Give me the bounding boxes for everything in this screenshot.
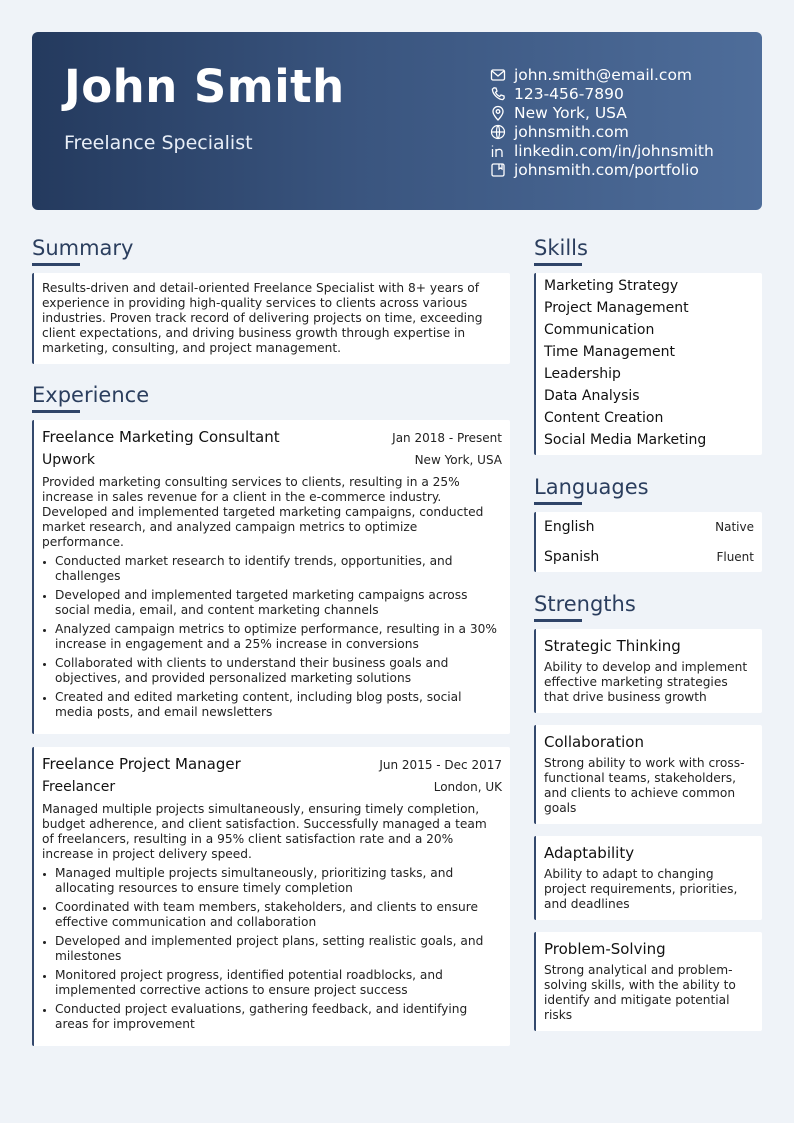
strength-card xyxy=(534,836,762,920)
company-name: Freelancer xyxy=(42,779,116,795)
summary-heading: Summary xyxy=(32,236,134,260)
job-date: Jun 2015 - Dec 2017 xyxy=(379,758,502,772)
languages-heading: Languages xyxy=(534,475,649,499)
strength-description: Ability to adapt to changing project requirements, priorities, and deadlines xyxy=(544,867,738,911)
skill-item: Time Management xyxy=(544,344,675,360)
list-item: • Developed and implemented project plans, setting realistic goals, and milestones xyxy=(55,934,502,964)
skill-item: Social Media Marketing xyxy=(544,432,707,448)
skill-item: Data Analysis xyxy=(544,388,640,404)
portfolio-icon xyxy=(490,162,506,178)
section-divider xyxy=(32,263,80,266)
contact-website[interactable] xyxy=(490,122,714,141)
language-level: Fluent xyxy=(716,550,754,564)
globe-icon xyxy=(490,124,506,140)
strength-card xyxy=(534,629,762,713)
section-divider xyxy=(32,410,80,413)
language-level: Native xyxy=(715,520,754,534)
list-item: • Managed multiple projects simultaneously, prioritizing tasks, and allocating resources to ensure timely completion xyxy=(55,866,502,896)
strength-title: Problem-Solving xyxy=(544,940,666,958)
company-name: Upwork xyxy=(42,452,96,468)
section-divider xyxy=(534,619,582,622)
strength-description: Strong analytical and problem-solving skills, with the ability to identify and mitigate potential risks xyxy=(544,963,736,1022)
language-name: English xyxy=(544,519,595,535)
job-description: Provided marketing consulting services to clients, resulting in a 25% increase in sales revenue for a client in the e-commerce industry. Developed and implemented targeted marketing campaigns, conducted market research, and analyzed campaign metrics to optimize performance. xyxy=(42,475,484,549)
strength-card xyxy=(534,725,762,824)
skill-item: Marketing Strategy xyxy=(544,278,679,294)
sidebar-column xyxy=(534,232,762,1043)
skills-heading: Skills xyxy=(534,236,588,260)
person-name: John Smith xyxy=(64,60,345,113)
job-description: Managed multiple projects simultaneously, ensuring timely completion, budget adherence, and client satisfaction. Successfully managed a team of freelancers, resulting in a 95% client satisfaction rate and a 20% increase in project delivery speed. xyxy=(42,802,487,861)
strengths-heading: Strengths xyxy=(534,592,636,616)
job-title-headline: Freelance Specialist xyxy=(64,132,253,154)
contact-list xyxy=(490,65,714,179)
language-row xyxy=(544,542,754,572)
job-bullets xyxy=(42,866,502,1032)
list-item: • Analyzed campaign metrics to optimize performance, resulting in a 30% increase in engagement and a 25% increase in conversions xyxy=(55,622,502,652)
phone-icon xyxy=(490,86,506,102)
strength-title: Strategic Thinking xyxy=(544,637,681,655)
contact-location-text: New York, USA xyxy=(514,103,627,122)
skill-item: Project Management xyxy=(544,300,689,316)
job-location: New York, USA xyxy=(414,453,502,467)
resume-header xyxy=(32,32,762,210)
skill-item: Communication xyxy=(544,322,655,338)
language-name: Spanish xyxy=(544,549,600,565)
strength-description: Strong ability to work with cross-functional teams, stakeholders, and clients to achieve common goals xyxy=(544,756,745,815)
job-title: Freelance Marketing Consultant xyxy=(42,428,280,446)
languages-card xyxy=(534,512,762,572)
job-location: London, UK xyxy=(433,780,502,794)
strength-card xyxy=(534,932,762,1031)
linkedin-icon xyxy=(490,143,506,159)
strength-title: Collaboration xyxy=(544,733,644,751)
main-column xyxy=(32,232,510,1059)
skill-item: Leadership xyxy=(544,366,621,382)
summary-card xyxy=(32,273,510,364)
experience-entry xyxy=(32,420,510,734)
strength-title: Adaptability xyxy=(544,844,635,862)
section-divider xyxy=(534,263,582,266)
list-item: • Monitored project progress, identified potential roadblocks, and implemented corrective actions to ensure project success xyxy=(55,968,502,998)
list-item: • Created and edited marketing content, including blog posts, social media posts, and email newsletters xyxy=(55,690,502,720)
job-date: Jan 2018 - Present xyxy=(392,431,502,445)
contact-portfolio[interactable] xyxy=(490,160,714,179)
contact-phone-text: 123-456-7890 xyxy=(514,84,624,103)
strength-description: Ability to develop and implement effective marketing strategies that drive business growth xyxy=(544,660,748,704)
contact-email-text: john.smith@email.com xyxy=(514,65,693,84)
contact-website-text: johnsmith.com xyxy=(514,122,629,141)
contact-location xyxy=(490,103,714,122)
experience-heading: Experience xyxy=(32,383,150,407)
section-divider xyxy=(534,502,582,505)
list-item: • Conducted market research to identify trends, opportunities, and challenges xyxy=(55,554,502,584)
contact-email[interactable] xyxy=(490,65,714,84)
contact-phone[interactable] xyxy=(490,84,714,103)
contact-linkedin-text: linkedin.com/in/johnsmith xyxy=(514,141,714,160)
job-title: Freelance Project Manager xyxy=(42,755,241,773)
summary-text: Results-driven and detail-oriented Freelance Specialist with 8+ years of experience in providing high-quality services to clients across various industries. Proven track record of delivering projects on time, exceeding client expectations, and driving business growth through expertise in marketing, consulting, and project management. xyxy=(42,281,483,355)
contact-portfolio-text: johnsmith.com/portfolio xyxy=(514,160,699,179)
job-bullets xyxy=(42,554,502,720)
list-item: • Conducted project evaluations, gathering feedback, and identifying areas for improvement xyxy=(55,1002,502,1032)
list-item: • Coordinated with team members, stakeholders, and clients to ensure effective communication and collaboration xyxy=(55,900,502,930)
list-item: • Collaborated with clients to understand their business goals and objectives, and provided personalized marketing solutions xyxy=(55,656,502,686)
skills-card xyxy=(534,273,762,455)
skill-item: Content Creation xyxy=(544,410,664,426)
mail-icon xyxy=(490,67,506,83)
language-row xyxy=(544,512,754,542)
contact-linkedin[interactable] xyxy=(490,141,714,160)
experience-entry xyxy=(32,747,510,1046)
list-item: • Developed and implemented targeted marketing campaigns across social media, email, and content marketing channels xyxy=(55,588,502,618)
location-pin-icon xyxy=(490,105,506,121)
